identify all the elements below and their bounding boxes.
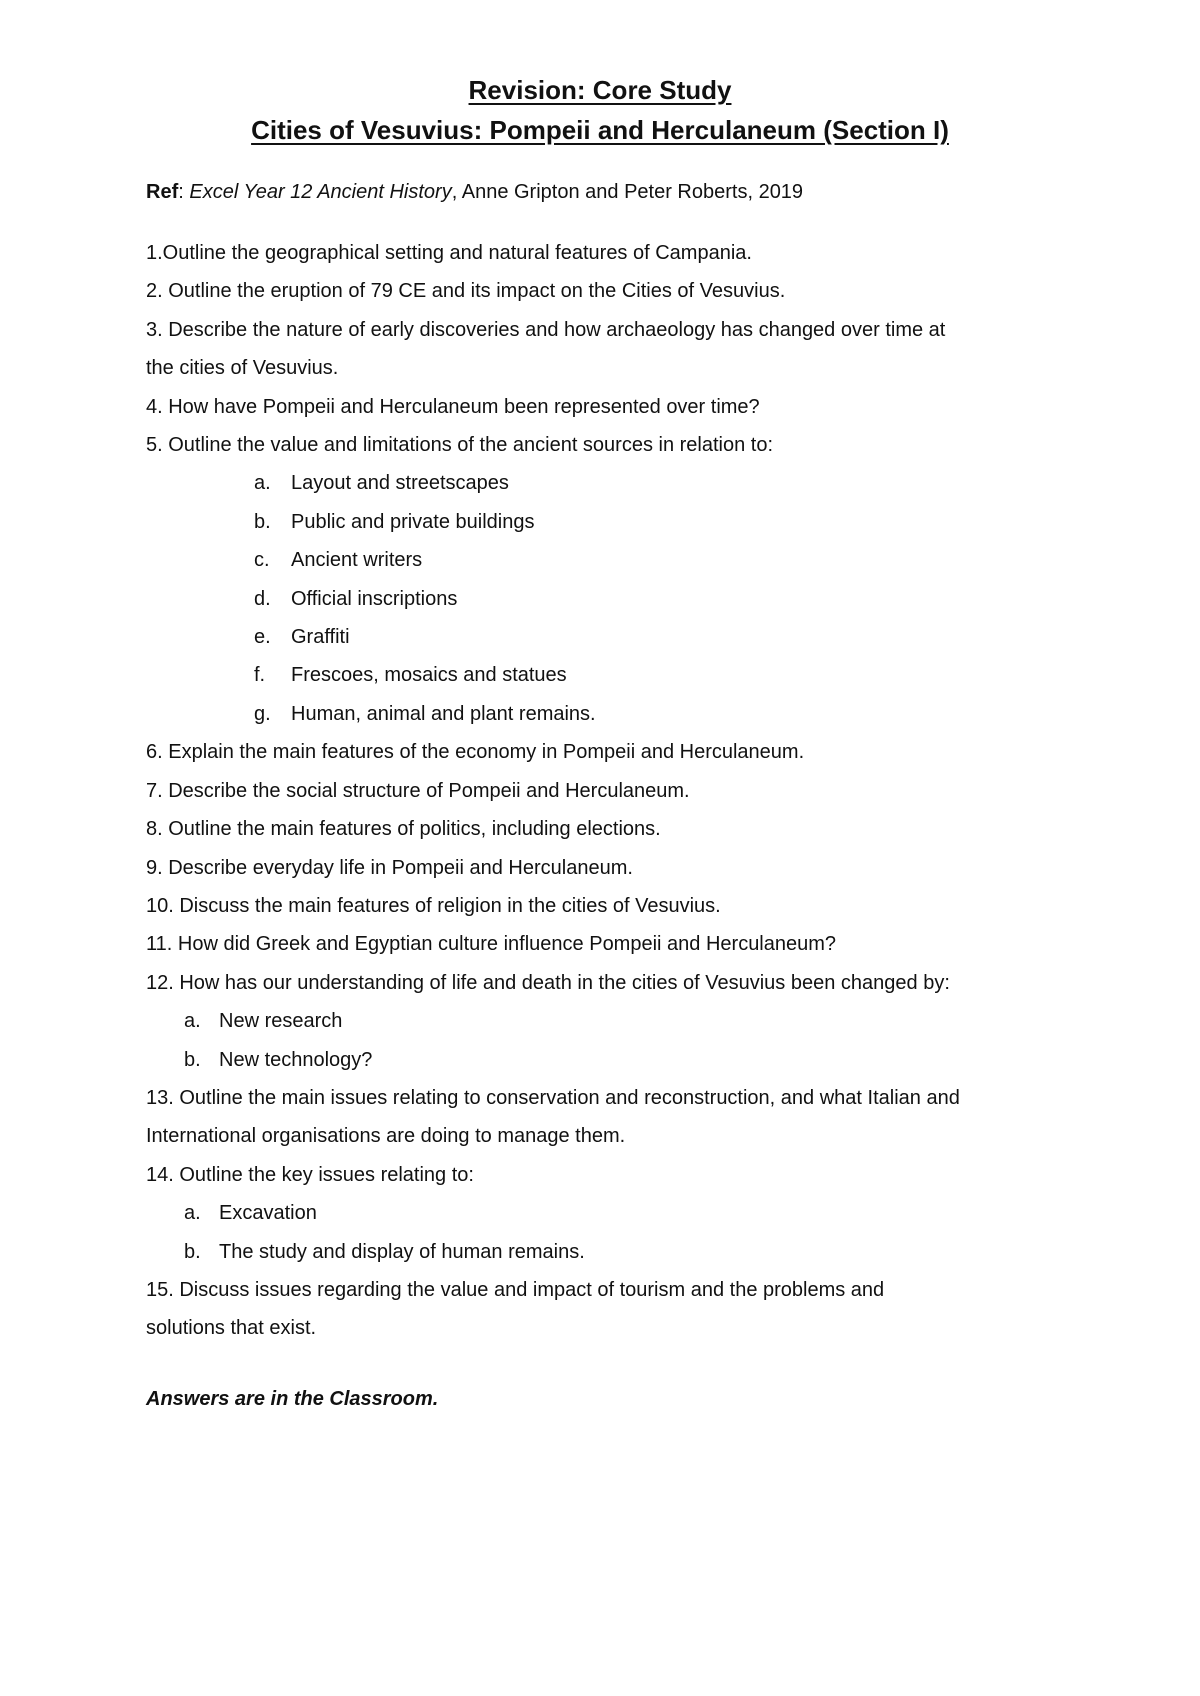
sub-question-item <box>146 695 1076 733</box>
question-item <box>146 1079 1076 1156</box>
question-text-line: 11. How did Greek and Egyptian culture influence Pompeii and Herculaneum? <box>146 933 837 956</box>
sub-question-text: New technology? <box>219 1048 373 1071</box>
question-item <box>146 772 1076 810</box>
document-title <box>0 70 1200 150</box>
question-text-line: the cities of Vesuvius. <box>146 357 339 380</box>
question-item <box>146 388 1076 426</box>
sub-question-marker: b. <box>184 1048 201 1071</box>
reference-authors: , Anne Gripton and Peter Roberts, 2019 <box>451 181 804 203</box>
question-text-line: solutions that exist. <box>146 1317 317 1340</box>
sub-question-text: Frescoes, mosaics and statues <box>291 664 567 687</box>
question-item <box>146 272 1076 310</box>
question-text-line: 12. How has our understanding of life and death in the cities of Vesuvius been changed by: <box>146 971 950 994</box>
sub-question-item <box>146 503 1076 541</box>
sub-question-text: Public and private buildings <box>291 510 535 533</box>
sub-question-item <box>146 1194 1076 1232</box>
sub-question-marker: a. <box>184 1010 201 1033</box>
sub-question-marker: e. <box>254 626 271 649</box>
sub-question-list <box>146 1002 1076 1079</box>
sub-question-item <box>146 618 1076 656</box>
question-text-line: 7. Describe the social structure of Pompeii and Herculaneum. <box>146 779 690 802</box>
sub-question-item <box>146 1233 1076 1271</box>
question-text-line: 6. Explain the main features of the economy in Pompeii and Herculaneum. <box>146 741 805 764</box>
question-text-line: 2. Outline the eruption of 79 CE and its impact on the Cities of Vesuvius. <box>146 280 786 303</box>
footer-note: Answers are in the Classroom. <box>146 1388 439 1410</box>
sub-question-marker: b. <box>254 510 271 533</box>
question-text-line: 5. Outline the value and limitations of the ancient sources in relation to: <box>146 434 774 457</box>
sub-question-item <box>146 1041 1076 1079</box>
sub-question-text: Ancient writers <box>291 549 423 572</box>
question-item <box>146 311 1076 388</box>
sub-question-list <box>146 1194 1076 1271</box>
sub-question-text: Graffiti <box>291 626 350 649</box>
question-text-line: 1.Outline the geographical setting and natural features of Campania. <box>146 242 752 264</box>
sub-question-text: Official inscriptions <box>291 587 458 610</box>
sub-question-marker: c. <box>254 549 270 572</box>
question-text-line: International organisations are doing to manage them. <box>146 1125 626 1148</box>
question-text-line: 4. How have Pompeii and Herculaneum been represented over time? <box>146 395 760 418</box>
question-item <box>146 810 1076 848</box>
sub-question-text: Layout and streetscapes <box>291 472 509 495</box>
sub-question-marker: a. <box>184 1202 201 1225</box>
sub-question-text: The study and display of human remains. <box>219 1240 585 1263</box>
question-item <box>146 1271 1076 1348</box>
question-text-line: 8. Outline the main features of politics, including elections. <box>146 818 661 841</box>
question-list <box>146 234 1076 1348</box>
sub-question-marker: f. <box>254 664 266 687</box>
sub-question-item <box>146 1002 1076 1040</box>
question-item <box>146 887 1076 925</box>
title-line-1: Revision: Core Study <box>468 75 732 105</box>
question-item <box>146 733 1076 771</box>
reference-book-title: Excel Year 12 Ancient History <box>189 181 452 203</box>
sub-question-item <box>146 541 1076 579</box>
sub-question-marker: b. <box>184 1240 201 1263</box>
sub-question-item <box>146 464 1076 502</box>
question-item <box>146 1156 1076 1271</box>
question-item <box>146 925 1076 963</box>
sub-question-list <box>146 464 1076 733</box>
question-text-line: 15. Discuss issues regarding the value and impact of tourism and the problems and <box>146 1278 885 1301</box>
question-text-line: 13. Outline the main issues relating to conservation and reconstruction, and what Italian and <box>146 1086 960 1109</box>
question-text-line: 14. Outline the key issues relating to: <box>146 1163 474 1186</box>
question-text-line: 3. Describe the nature of early discoveries and how archaeology has changed over time at <box>146 318 946 341</box>
question-item <box>146 849 1076 887</box>
reference-line <box>146 178 803 206</box>
sub-question-text: Excavation <box>219 1202 317 1225</box>
question-item <box>146 234 1076 272</box>
sub-question-marker: g. <box>254 702 271 725</box>
question-text-line: 10. Discuss the main features of religion in the cities of Vesuvius. <box>146 894 721 917</box>
sub-question-item <box>146 580 1076 618</box>
question-item <box>146 426 1076 733</box>
title-line-2: Cities of Vesuvius: Pompeii and Herculaneum (Section I) <box>251 115 949 145</box>
sub-question-marker: a. <box>254 472 271 495</box>
sub-question-marker: d. <box>254 587 271 610</box>
sub-question-text: Human, animal and plant remains. <box>291 702 596 725</box>
reference-label: Ref <box>146 181 179 203</box>
sub-question-item <box>146 656 1076 694</box>
sub-question-text: New research <box>219 1010 343 1033</box>
reference-separator: : <box>178 181 190 203</box>
question-text-line: 9. Describe everyday life in Pompeii and Herculaneum. <box>146 856 633 879</box>
question-item <box>146 964 1076 1079</box>
